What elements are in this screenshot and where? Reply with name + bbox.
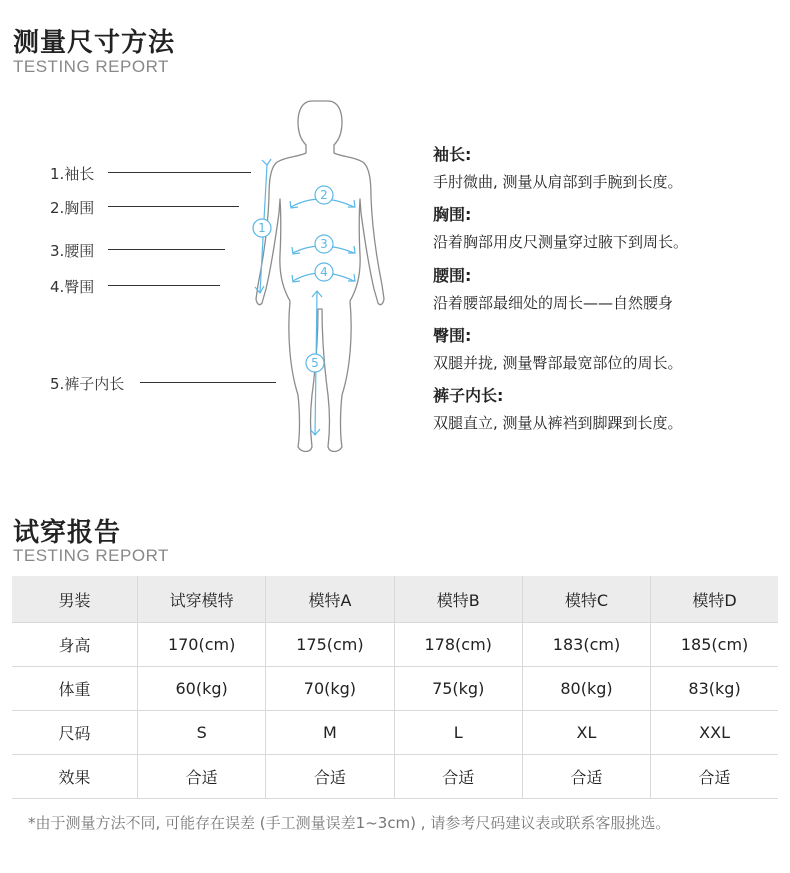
table-cell: 合适 [394,755,522,799]
table-row [12,667,778,711]
table-cell: 合适 [522,755,650,799]
method-waist [433,267,783,312]
measurement-guides [255,159,355,435]
table-cell: 170(cm) [138,623,266,667]
body-figure-illustration [240,95,400,460]
method-description: 沿着胸部用皮尺测量穿过腋下到周长。 [433,233,689,251]
table-row [12,711,778,755]
table-cell: 175(cm) [266,623,394,667]
table-cell: XL [522,711,650,755]
table-cell: 身高 [12,623,138,667]
measure-section-subtitle: TESTING REPORT [13,57,169,76]
method-description: 双腿直立, 测量从裤裆到脚踝到长度。 [433,414,683,432]
label-chest: 2.胸围 [50,199,95,217]
table-cell: 178(cm) [394,623,522,667]
label-hip: 4.臀围 [50,278,95,296]
table-cell: 83(kg) [651,667,778,711]
method-title: 胸围: [433,205,472,224]
table-cell: 效果 [12,755,138,799]
label-sleeve-length: 1.袖长 [50,165,95,183]
method-title: 裤子内长: [433,386,504,405]
method-hip [433,327,783,372]
method-description: 双腿并拢, 测量臀部最宽部位的周长。 [433,354,683,372]
marker-2: 2 [320,188,328,202]
table-cell: 合适 [266,755,394,799]
table-cell: 185(cm) [651,623,778,667]
measurement-error-footnote: *由于测量方法不同, 可能存在误差 (手工测量误差1~3cm) , 请参考尺码建议表或联系客服挑选。 [28,814,671,832]
leader-line-hip [108,285,220,286]
label-waist: 3.腰围 [50,242,95,260]
table-cell: 70(kg) [266,667,394,711]
header-cell: 模特C [522,576,650,623]
marker-4: 4 [320,265,328,279]
table-cell: S [138,711,266,755]
guide-sleeve-arrow-bottom [255,286,264,293]
method-title: 臀围: [433,326,472,345]
leader-line-chest [108,206,239,207]
marker-5: 5 [311,356,319,370]
table-cell: XXL [651,711,778,755]
table-row [12,623,778,667]
marker-1: 1 [258,221,266,235]
guide-sleeve-arrow-top [262,159,271,165]
method-sleeve [433,146,783,191]
table-cell: 尺码 [12,711,138,755]
table-cell: 合适 [651,755,778,799]
table-cell: 183(cm) [522,623,650,667]
header-cell: 模特A [266,576,394,623]
leader-line-sleeve [108,172,251,173]
table-cell: L [394,711,522,755]
header-cell: 模特D [651,576,778,623]
method-description: 手肘微曲, 测量从肩部到手腕到长度。 [433,173,683,191]
method-inseam [433,387,783,432]
header-cell: 男装 [12,576,138,623]
leader-line-waist [108,249,225,250]
header-cell: 模特B [394,576,522,623]
table-row [12,755,778,799]
fitting-report-table [12,576,778,799]
method-chest [433,206,783,251]
table-cell: 体重 [12,667,138,711]
table-header-row [12,576,778,623]
method-description: 沿着腰部最细处的周长——自然腰身 [433,294,674,312]
table-cell: 75(kg) [394,667,522,711]
marker-3: 3 [320,237,328,251]
measure-section-title: 测量尺寸方法 [13,28,176,58]
header-cell: 试穿模特 [138,576,266,623]
method-title: 腰围: [433,266,472,285]
method-title: 袖长: [433,145,472,164]
table-cell: 60(kg) [138,667,266,711]
table-cell: 合适 [138,755,266,799]
table-cell: M [266,711,394,755]
report-section-subtitle: TESTING REPORT [13,546,169,565]
table-cell: 80(kg) [522,667,650,711]
report-section-title: 试穿报告 [13,518,122,548]
label-inseam: 5.裤子内长 [50,375,125,393]
